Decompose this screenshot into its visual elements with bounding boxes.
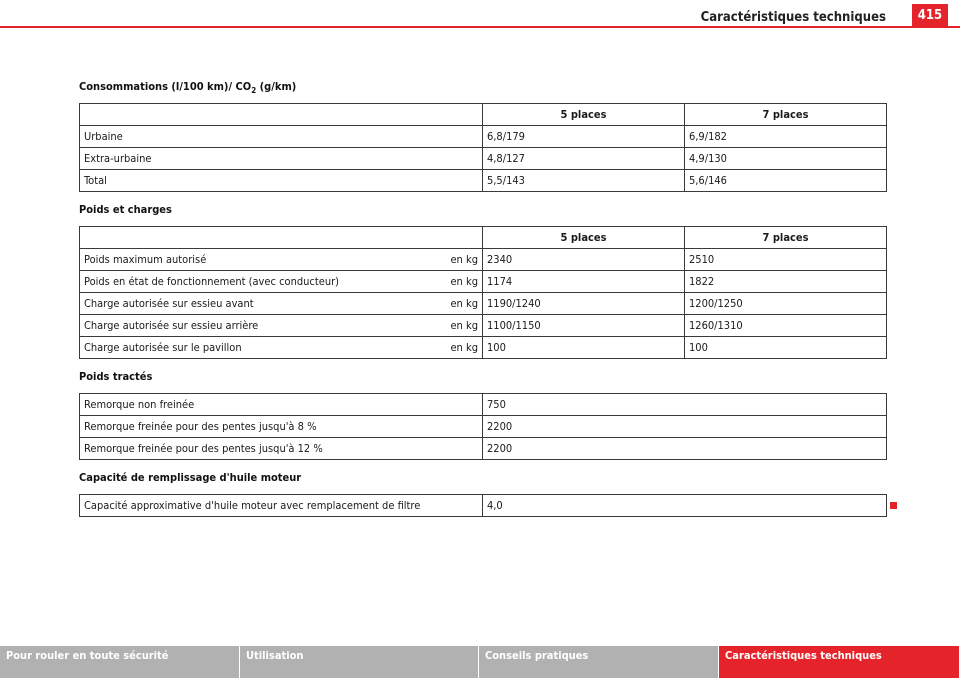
towing-table	[79, 393, 887, 460]
value-7-places: 5,6/146	[685, 170, 887, 192]
row-label-cell	[80, 315, 483, 337]
row-unit: en kg	[450, 253, 478, 266]
table-row	[80, 337, 887, 359]
value-7-places: 1822	[685, 271, 887, 293]
row-label-cell	[80, 271, 483, 293]
value-7-places: 6,9/182	[685, 126, 887, 148]
value-7-places: 1200/1250	[685, 293, 887, 315]
row-unit: en kg	[450, 319, 478, 332]
consumption-title-sub: 2	[251, 86, 257, 96]
row-label: Charge autorisée sur le pavillon	[84, 341, 242, 354]
page-number: 415	[912, 4, 948, 26]
table-row	[80, 249, 887, 271]
table-row	[80, 170, 887, 192]
row-unit: en kg	[450, 297, 478, 310]
row-label-cell	[80, 249, 483, 271]
row-label: Charge autorisée sur essieu arrière	[84, 319, 259, 332]
value-7-places: 100	[685, 337, 887, 359]
table-row	[80, 126, 887, 148]
section-title-weights: Poids et charges	[79, 203, 172, 216]
table-row	[80, 495, 887, 517]
consumption-title-tail: (g/km)	[256, 80, 297, 93]
footer-tab-safety[interactable]: Pour rouler en toute sécurité	[0, 646, 240, 678]
value-5-places: 1190/1240	[483, 293, 685, 315]
table-row	[80, 315, 887, 337]
header-rule	[0, 26, 960, 28]
row-label-cell	[80, 337, 483, 359]
row-label: Capacité approximative d'huile moteur avec remplacement de filtre	[80, 495, 483, 517]
table-row	[80, 293, 887, 315]
header-cell-7-places: 7 places	[685, 227, 887, 249]
row-label: Poids en état de fonctionnement (avec conducteur)	[84, 275, 340, 288]
row-unit: en kg	[450, 275, 478, 288]
value-5-places: 100	[483, 337, 685, 359]
footer-tab-technical[interactable]: Caractéristiques techniques	[719, 646, 959, 678]
value-7-places: 1260/1310	[685, 315, 887, 337]
header-cell-7-places: 7 places	[685, 104, 887, 126]
footer-tab-usage[interactable]: Utilisation	[240, 646, 479, 678]
section-title-consumption	[79, 80, 296, 95]
row-label: Total	[80, 170, 483, 192]
value-5-places: 1174	[483, 271, 685, 293]
row-label: Remorque freinée pour des pentes jusqu'à 12 %	[80, 438, 483, 460]
page-header-title: Caractéristiques techniques	[700, 10, 886, 25]
row-value: 750	[483, 394, 887, 416]
row-label: Urbaine	[80, 126, 483, 148]
value-5-places: 4,8/127	[483, 148, 685, 170]
row-label-cell	[80, 293, 483, 315]
value-5-places: 6,8/179	[483, 126, 685, 148]
section-title-oil: Capacité de remplissage d'huile moteur	[79, 471, 302, 484]
end-of-section-marker	[890, 502, 897, 509]
table-row	[80, 148, 887, 170]
table-row	[80, 438, 887, 460]
row-unit: en kg	[450, 341, 478, 354]
value-5-places: 2340	[483, 249, 685, 271]
row-label: Remorque freinée pour des pentes jusqu'à 8 %	[80, 416, 483, 438]
header-cell-5-places: 5 places	[483, 227, 685, 249]
header-cell-5-places: 5 places	[483, 104, 685, 126]
value-5-places: 5,5/143	[483, 170, 685, 192]
table-header-row	[80, 227, 887, 249]
footer-tab-tips[interactable]: Conseils pratiques	[479, 646, 719, 678]
row-value: 4,0	[483, 495, 887, 517]
weights-table	[79, 226, 887, 359]
header-cell-empty	[80, 104, 483, 126]
table-row	[80, 271, 887, 293]
row-label: Charge autorisée sur essieu avant	[84, 297, 254, 310]
row-label: Poids maximum autorisé	[84, 253, 207, 266]
row-value: 2200	[483, 416, 887, 438]
consumption-table	[79, 103, 887, 192]
row-label: Extra-urbaine	[80, 148, 483, 170]
header-cell-empty	[80, 227, 483, 249]
oil-table	[79, 494, 887, 517]
section-title-towing: Poids tractés	[79, 370, 153, 383]
table-header-row	[80, 104, 887, 126]
value-7-places: 4,9/130	[685, 148, 887, 170]
table-row	[80, 394, 887, 416]
table-row	[80, 416, 887, 438]
consumption-title-main: Consommations (l/100 km)/ CO	[79, 80, 252, 93]
row-label: Remorque non freinée	[80, 394, 483, 416]
row-value: 2200	[483, 438, 887, 460]
value-7-places: 2510	[685, 249, 887, 271]
value-5-places: 1100/1150	[483, 315, 685, 337]
footer-nav	[0, 646, 960, 678]
